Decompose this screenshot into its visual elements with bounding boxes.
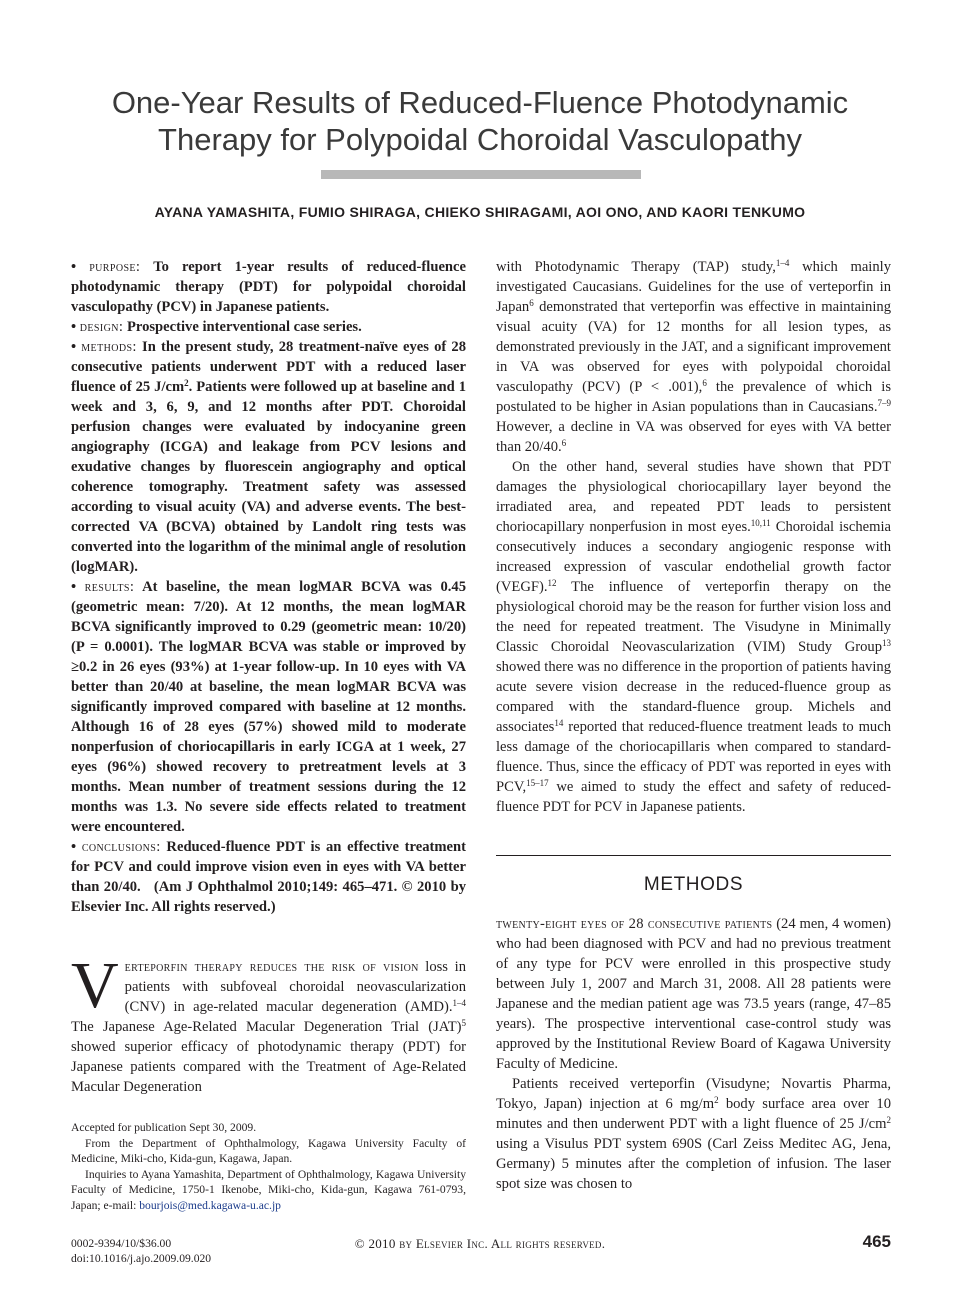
abstract-results (71, 577, 466, 837)
results-text: At baseline, the mean logMAR BCVA was 0.45 (geometric mean: 7/20). At 12 months, the mean logMAR BCVA significantly improved to 0.29 (geometric mean: 10/20) (P = 0.0001). The logMAR BCVA was stable or improved by ≥0.2 in 26 eyes (93%) at 1-year follow-up. In 10 eyes with VA better than 20/40 at baseline, the mean logMAR BCVA was significantly improved compared with baseline at 12 months. Although 16 of 28 eyes (57%) showed mild to moderate nonperfusion of choriocapillaris in early ICGA at 1 week, 27 eyes (96%) showed recovery to pretreatment levels at 3 months. Mean number of treatment sessions during the 12 months was 1.3. No severe side effects related to treatment were encountered. (71, 579, 466, 835)
footer-copyright: © 2010 by Elsevier Inc. All rights reserved. (354, 1236, 606, 1251)
ref: 6 (561, 438, 567, 448)
text-run: On the other hand, several studies have shown that PDT damages the physiological choriocapillary layer beyond the irradiated area, and repeated PDT leads to persistent choriocapillary nonperfusion in most eyes. (496, 459, 891, 535)
text-run: using a Visulus PDT system 690S (Carl Zeiss Meditec AG, Jena, Germany) 5 minutes after the completion of infusion. The laser spot size was chosen to (496, 1136, 891, 1192)
drop-cap: V (71, 949, 119, 1022)
inquiries-text: Inquiries to Ayana Yamashita, Department of Ophthalmology, Kagawa University Faculty of Medicine, 1750-1 Ikenobe, Miki-cho, Kida-gun, Kagawa 761-0793, Japan; e-mail: (71, 1167, 466, 1212)
right-column-intro (496, 257, 891, 817)
purpose-label: purpose: (89, 259, 141, 275)
conclusions-text: Reduced-fluence PDT is an effective treatment for PCV and could improve vision even in eyes with VA better than 20/40. (71, 839, 466, 895)
text-run: showed there was no difference in the proportion of patients having acute severe vision decrease in the reduced-fluence group as compared with the standard-fluence group. Michels and associates (496, 659, 891, 735)
page-number: 465 (862, 1232, 891, 1251)
ref: 1–4 (775, 258, 790, 268)
intro-text-c: showed superior efficacy of photodynamic therapy (PDT) for Japanese patients compared with the Treatment of Age-Related Macular Degeneration (71, 1039, 466, 1095)
intro-paragraph-3 (496, 457, 891, 817)
text-run: Choroidal ischemia consecutively induces a secondary angiogenic response with increased expression of vascular endothelial growth factor (VEGF). (496, 519, 891, 595)
methods-smallcaps: twenty-eight eyes of 28 consecutive patients (496, 916, 773, 932)
intro-ref: 5 (461, 1018, 466, 1028)
inquiries-note (71, 1167, 466, 1214)
text-run: with Photodynamic Therapy (TAP) study, (496, 259, 776, 275)
methods-heading: METHODS (643, 874, 744, 895)
results-label: results: (84, 579, 135, 595)
bullet-icon: • (71, 339, 82, 355)
ref: 15–17 (526, 778, 549, 788)
methods-text-a: In the present study, 28 treatment-naïve eyes of 28 consecutive patients underwent PDT with a reduced laser fluence of 25 J/cm (71, 339, 466, 395)
footnotes (71, 1120, 466, 1213)
methods-section (496, 914, 891, 1194)
title-line-2: Therapy for Polypoidal Choroidal Vasculopathy (158, 122, 802, 157)
text-run: (24 men, 4 women) who had been diagnosed with PCV and had no previous treatment of any type for PCV were enrolled in this prospective study between July 1, 2007 and March 31, 2008. All 28 patients were Japanese and the median patient age was 73.5 years (range, 47–85 years). The prospective interventional case-control study was approved by the Institutional Review Board of Kagawa University Faculty of Medicine. (496, 916, 891, 1072)
methods-text-b: . Patients were followed up at baseline and 1 week and 3, 6, 9, and 12 months after PDT. Choroidal perfusion changes were evaluated by indocyanine green angiography (ICGA) and leakage from PCV lesions and exudative changes by fluorescein angiography and optical coherence tomography. Treatment safety was assessed according to visual acuity (VA) and adverse events. The best-corrected VA (BCVA) obtained by Landolt ring tests was converted into the logarithm of the minimal angle of resolution (logMAR). (71, 379, 466, 575)
abstract-conclusions (71, 837, 466, 917)
ref: 6 (702, 378, 707, 388)
conclusions-label: conclusions: (81, 839, 161, 855)
ref: 13 (882, 638, 891, 648)
text-run: demonstrated that verteporfin was effective in maintaining visual acuity (VA) for 12 months for all lesion types, as demonstrated previously in the JAT, and a significant improvement in VA was observed for eyes with polypoidal choroidal vasculopathy (PCV) (P < .001), (496, 299, 891, 395)
bullet-icon: • (71, 319, 80, 335)
text-run: we aimed to study the effect and safety of reduced-fluence PDT for PCV in Japanese patients. (496, 779, 891, 815)
issn: 0002-9394/10/$36.00 (71, 1237, 172, 1250)
abstract (71, 257, 466, 917)
abstract-citation: (Am J Ophthalmol 2010;149: 465–471. © 2010 by Elsevier Inc. All rights reserved.) (71, 879, 466, 915)
title-line-1: One-Year Results of Reduced-Fluence Photodynamic (111, 85, 849, 120)
methods-paragraph-2 (496, 1074, 891, 1194)
ref: 14 (554, 718, 564, 728)
methods-superscript: 2 (184, 378, 189, 388)
ref: 6 (529, 298, 534, 308)
text-run: However, a decline in VA was observed for eyes with VA better than 20/40. (496, 419, 891, 455)
intro-paragraph-2 (496, 257, 891, 457)
methods-paragraph-1 (496, 914, 891, 1074)
bullet-icon: • (71, 579, 85, 595)
intro-text-b: The Japanese Age-Related Macular Degeneration Trial (JAT) (71, 1019, 462, 1035)
text-run: reported that reduced-fluence treatment leads to much less damage of the choriocapillaris when compared to standard-fluence. Thus, since the efficacy of PDT was reported in eyes with PCV, (496, 719, 891, 795)
author-list: AYANA YAMASHITA, FUMIO SHIRAGA, CHIEKO SHIRAGAMI, AOI ONO, AND KAORI TENKUMO (154, 204, 806, 220)
section-divider (496, 855, 891, 856)
superscript: 2 (714, 1095, 719, 1105)
design-label: design: (79, 319, 124, 335)
text-run: the prevalence of which is postulated to be higher in Asian populations than in Caucasians. (496, 379, 891, 415)
abstract-methods (71, 337, 466, 577)
ref: 12 (547, 578, 557, 588)
email-link[interactable]: bourjois@med.kagawa-u.ac.jp (139, 1198, 281, 1212)
intro-paragraph (71, 949, 466, 1097)
methods-label: methods: (81, 339, 137, 355)
bullet-icon: • (71, 839, 82, 855)
ref: 7–9 (877, 398, 891, 408)
intro-smallcaps: erteporfin therapy reduces the risk of vision (124, 959, 419, 975)
article-title (0, 84, 960, 158)
design-text: Prospective interventional case series. (126, 319, 362, 335)
abstract-design (71, 317, 466, 337)
abstract-purpose (71, 257, 466, 317)
purpose-text: To report 1-year results of reduced-fluence photodynamic therapy (PDT) for polypoidal choroidal vasculopathy (PCV) in Japanese patients. (71, 259, 466, 315)
intro-ref: 1–4 (452, 998, 466, 1008)
doi: doi:10.1016/j.ajo.2009.09.020 (71, 1252, 212, 1265)
title-divider-bar (321, 170, 641, 179)
text-run: The influence of verteporfin therapy on the physiological choroid may be the reason for further vision loss and the need for repeated treatment. The Visudyne in Minimally Classic Choroidal Neovascularization (VIM) Study Group (496, 579, 891, 655)
text-run: body surface area over 10 minutes and then underwent PDT with a light fluence of 25 J/cm (496, 1096, 892, 1132)
accepted-note: Accepted for publication Sept 30, 2009. (71, 1121, 257, 1134)
intro-text-a: loss in patients with subfoveal choroidal neovascularization (CNV) in age-related macular degeneration (AMD). (124, 959, 466, 1015)
text-run: Patients received verteporfin (Visudyne; Novartis Pharma, Tokyo, Japan) injection at 6 mg/m (496, 1076, 891, 1112)
bullet-icon: • (71, 259, 90, 275)
superscript: 2 (886, 1115, 891, 1125)
ref: 10,11 (750, 518, 771, 528)
affiliation-note: From the Department of Ophthalmology, Kagawa University Faculty of Medicine, Miki-cho, Kida-gun, Kagawa, Japan. (71, 1136, 466, 1165)
text-run: which mainly investigated Caucasians. Guidelines for the use of verteporfin in Japan (496, 259, 891, 315)
